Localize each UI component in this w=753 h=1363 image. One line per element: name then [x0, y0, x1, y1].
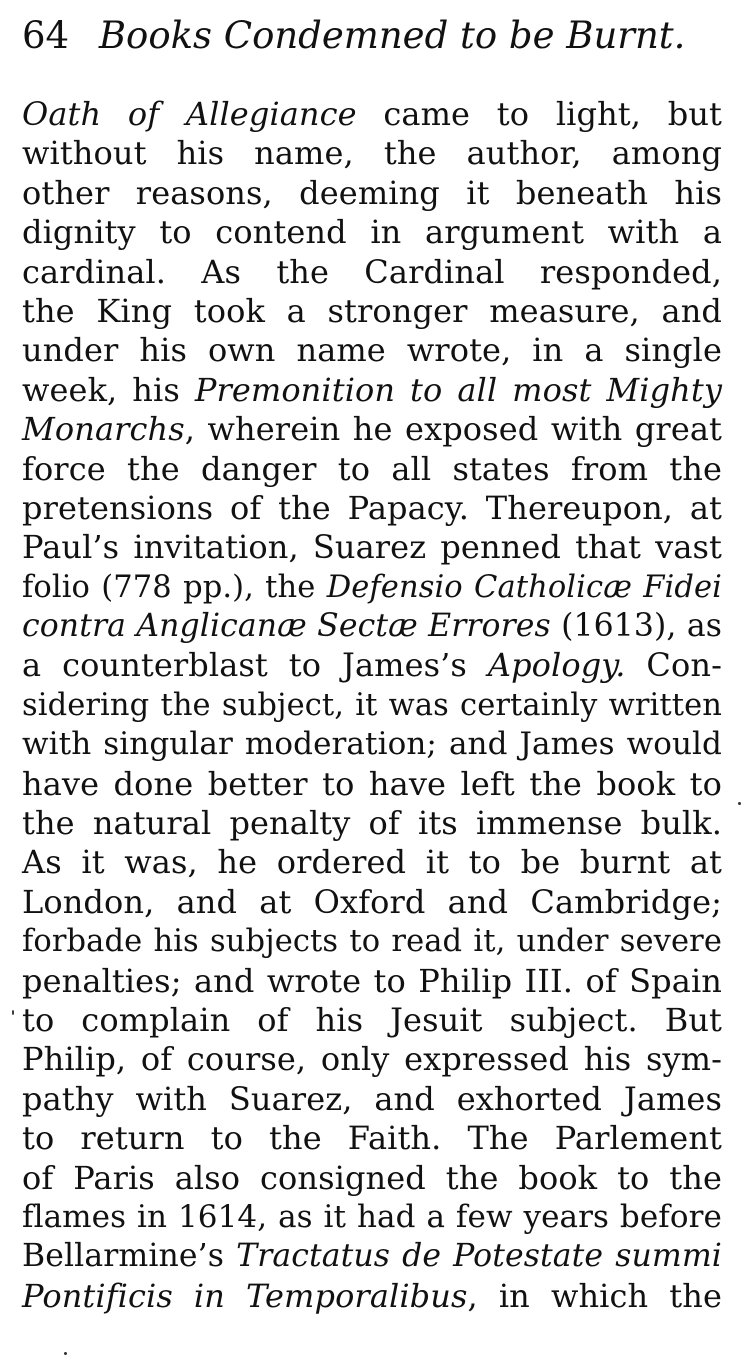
print-speck: [64, 1352, 67, 1355]
text-line: [22, 1277, 722, 1316]
text-run: the natural penalty of its immense bulk.: [22, 804, 722, 843]
body-text: [22, 95, 722, 1316]
text-line: [22, 883, 722, 922]
print-speck: [738, 802, 741, 805]
italic-text: Pontificis in Temporalibus: [22, 1276, 468, 1315]
text-line: [22, 765, 722, 804]
text-run: folio (778 pp.), the: [22, 569, 327, 605]
italic-text: Oath of Allegiance: [22, 95, 357, 133]
text-line: [22, 371, 722, 410]
text-run: to complain of his Jesuit subject. But: [22, 1000, 722, 1039]
text-run: have done better to have left the book to: [22, 764, 722, 803]
text-line: [22, 450, 722, 489]
text-run: the King took a stronger measure, and: [22, 291, 722, 330]
text-line: [22, 95, 722, 134]
text-run: dignity to contend in argument with a: [22, 213, 722, 252]
text-line: [22, 134, 722, 173]
text-line: [22, 962, 722, 1001]
text-run: As it was, he ordered it to be burnt at: [22, 843, 722, 882]
text-run: cardinal. As the Cardinal responded,: [22, 252, 722, 291]
text-line: [22, 922, 722, 961]
text-line: [22, 725, 722, 764]
italic-text: Premonition to all most Mighty: [194, 370, 723, 409]
italic-text: Monarchs: [22, 410, 185, 449]
italic-text: Apology.: [487, 646, 626, 685]
text-run: London, and at Oxford and Cambridge;: [22, 882, 722, 921]
running-head: [22, 14, 685, 58]
text-run: Bellarmine’s: [22, 1238, 237, 1275]
page-number: 64: [22, 14, 70, 57]
text-line: [22, 528, 722, 567]
text-run: , in which the: [467, 1276, 722, 1315]
text-line: [22, 686, 722, 725]
text-line: [22, 568, 722, 607]
text-run: without his name, the author, among: [22, 134, 722, 173]
text-run: Paul’s invitation, Suarez penned that vast: [22, 528, 722, 567]
text-run: sidering the subject, it was certainly written: [22, 687, 722, 723]
text-line: [22, 1040, 722, 1079]
text-line: [22, 292, 722, 331]
text-line: [22, 646, 722, 685]
text-line: [22, 1159, 722, 1198]
text-run: week, his: [22, 370, 195, 409]
text-line: [22, 1198, 722, 1237]
text-line: [22, 804, 722, 843]
text-run: penalties; and wrote to Philip III. of Spain: [22, 961, 722, 1000]
italic-text: Tractatus de Potestate summi: [236, 1238, 722, 1275]
text-run: flames in 1614, as it had a few years before: [22, 1198, 722, 1235]
text-line: [22, 331, 722, 370]
text-line: [22, 213, 722, 252]
text-run: pathy with Suarez, and exhorted James: [22, 1079, 722, 1118]
print-speck: [12, 1010, 14, 1015]
text-line: [22, 489, 722, 528]
italic-text: contra Anglicanæ Sectæ Errores: [22, 608, 551, 645]
text-run: a counterblast to James’s: [22, 646, 488, 685]
text-run: Con-: [625, 646, 723, 685]
text-line: [22, 1237, 722, 1276]
text-run: forbade his subjects to read it, under severe: [22, 924, 722, 960]
text-run: , wherein he exposed with great: [184, 410, 722, 449]
text-run: pretensions of the Papacy. Thereupon, at: [22, 488, 722, 527]
text-line: [22, 1119, 722, 1158]
italic-text: Defensio Catholicæ Fidei: [326, 569, 722, 605]
text-line: [22, 843, 722, 882]
text-run: to return to the Faith. The Parlement: [22, 1119, 722, 1158]
text-run: with singular moderation; and James would: [22, 726, 722, 763]
text-line: [22, 1080, 722, 1119]
text-line: [22, 174, 722, 213]
running-title: Books Condemned to be Burnt.: [98, 14, 686, 57]
text-run: Philip, of course, only expressed his sym-: [22, 1040, 722, 1079]
text-run: other reasons, deeming it beneath his: [22, 173, 722, 212]
text-run: force the danger to all states from the: [22, 449, 722, 488]
text-line: [22, 607, 722, 646]
text-line: [22, 1001, 722, 1040]
text-line: [22, 410, 722, 449]
text-run: under his own name wrote, in a single: [22, 331, 722, 370]
text-run: came to light, but: [356, 95, 722, 133]
text-line: [22, 253, 722, 292]
text-run: (1613), as: [550, 608, 722, 645]
text-run: of Paris also consigned the book to the: [22, 1158, 722, 1197]
